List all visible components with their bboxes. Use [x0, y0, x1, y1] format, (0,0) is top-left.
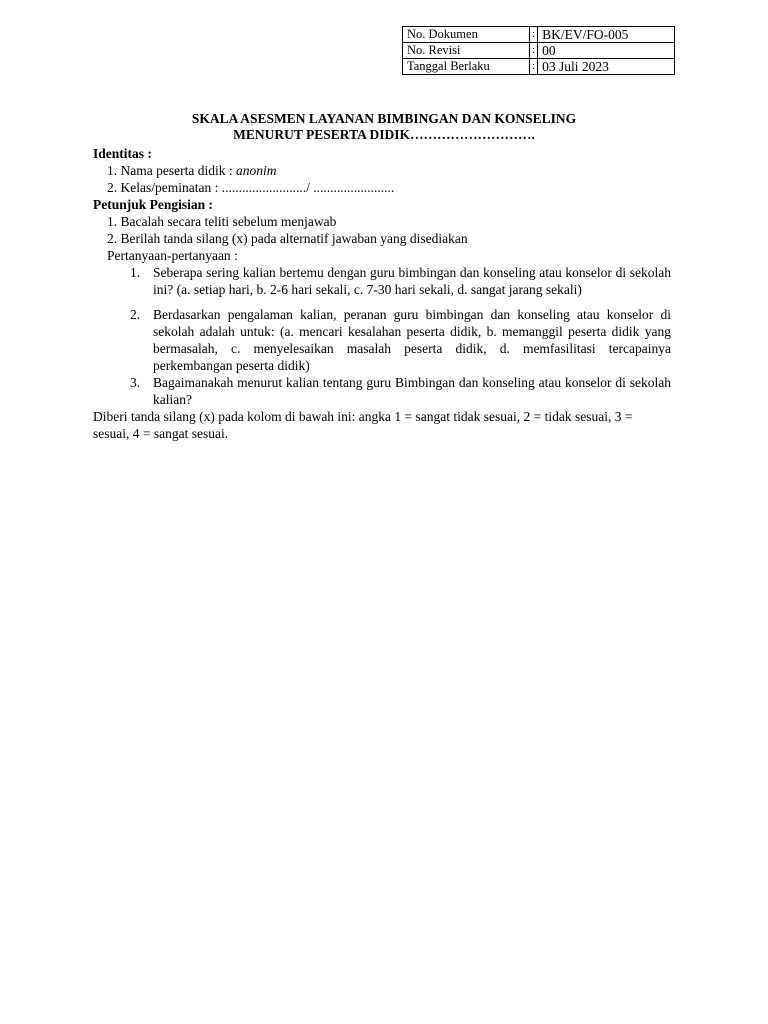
nama-label: 1. Nama peserta didik : — [107, 163, 236, 178]
revision-value: 00 — [538, 43, 675, 59]
revision-row — [403, 43, 675, 59]
petunjuk-item-2: 2. Berilah tanda silang (x) pada alternatif jawaban yang disediakan — [107, 231, 468, 246]
revision-label: No. Revisi — [403, 43, 530, 59]
identitas-heading: Identitas : — [93, 146, 152, 161]
document-info-table — [402, 26, 675, 75]
effective-date-row — [403, 59, 675, 75]
revision-separator: : — [530, 43, 538, 59]
scale-instruction: Diberi tanda silang (x) pada kolom di bawah ini: angka 1 = sangat tidak sesuai, 2 = tidak sesuai, 3 = sesuai, 4 = sangat sesuai. — [93, 409, 633, 441]
identitas-nama — [93, 162, 671, 179]
nama-value: anonim — [235, 163, 277, 178]
title-line-2: MENURUT PESERTA DIDIK………………………. — [233, 127, 535, 142]
question-item — [93, 374, 671, 408]
question-item — [93, 264, 671, 298]
petunjuk-heading: Petunjuk Pengisian : — [93, 197, 214, 212]
doc-number-row — [403, 27, 675, 43]
question-item — [93, 306, 671, 374]
petunjuk-item-1: 1. Bacalah secara teliti sebelum menjawab — [107, 214, 337, 229]
question-text: Bagaimanakah menurut kalian tentang guru Bimbingan dan konseling atau konselor di sekolah kalian? — [153, 375, 671, 407]
document-title — [93, 111, 675, 143]
question-list — [93, 264, 671, 408]
effective-date-separator: : — [530, 59, 538, 75]
document-body — [93, 145, 671, 442]
effective-date-label: Tanggal Berlaku — [403, 59, 530, 75]
doc-number-separator: : — [530, 27, 538, 43]
question-number: 1. — [130, 265, 141, 280]
identitas-kelas: 2. Kelas/peminatan : ........................./ ........................ — [107, 180, 395, 195]
pertanyaan-label: Pertanyaan-pertanyaan : — [107, 248, 238, 263]
question-text: Berdasarkan pengalaman kalian, peranan guru bimbingan dan konseling atau konselor di sekolah adalah untuk: (a. mencari kesalahan peserta didik, b. memanggil peserta didik yang bermasalah, c. menyelesaikan masalah peserta didik, d. memfasilitasi tercapainya perkembangan peserta didik) — [153, 307, 671, 373]
effective-date-value: 03 Juli 2023 — [538, 59, 675, 75]
doc-number-label: No. Dokumen — [403, 27, 530, 43]
title-line-1: SKALA ASESMEN LAYANAN BIMBINGAN DAN KONSELING — [191, 111, 577, 126]
doc-number-value: BK/EV/FO-005 — [538, 27, 675, 43]
question-number: 2. — [130, 307, 141, 322]
question-text: Seberapa sering kalian bertemu dengan guru bimbingan dan konseling atau konselor di sekolah ini? (a. setiap hari, b. 2-6 hari sekali, c. 7-30 hari sekali, d. sangat jarang sekali) — [153, 265, 671, 297]
question-number: 3. — [130, 375, 141, 390]
